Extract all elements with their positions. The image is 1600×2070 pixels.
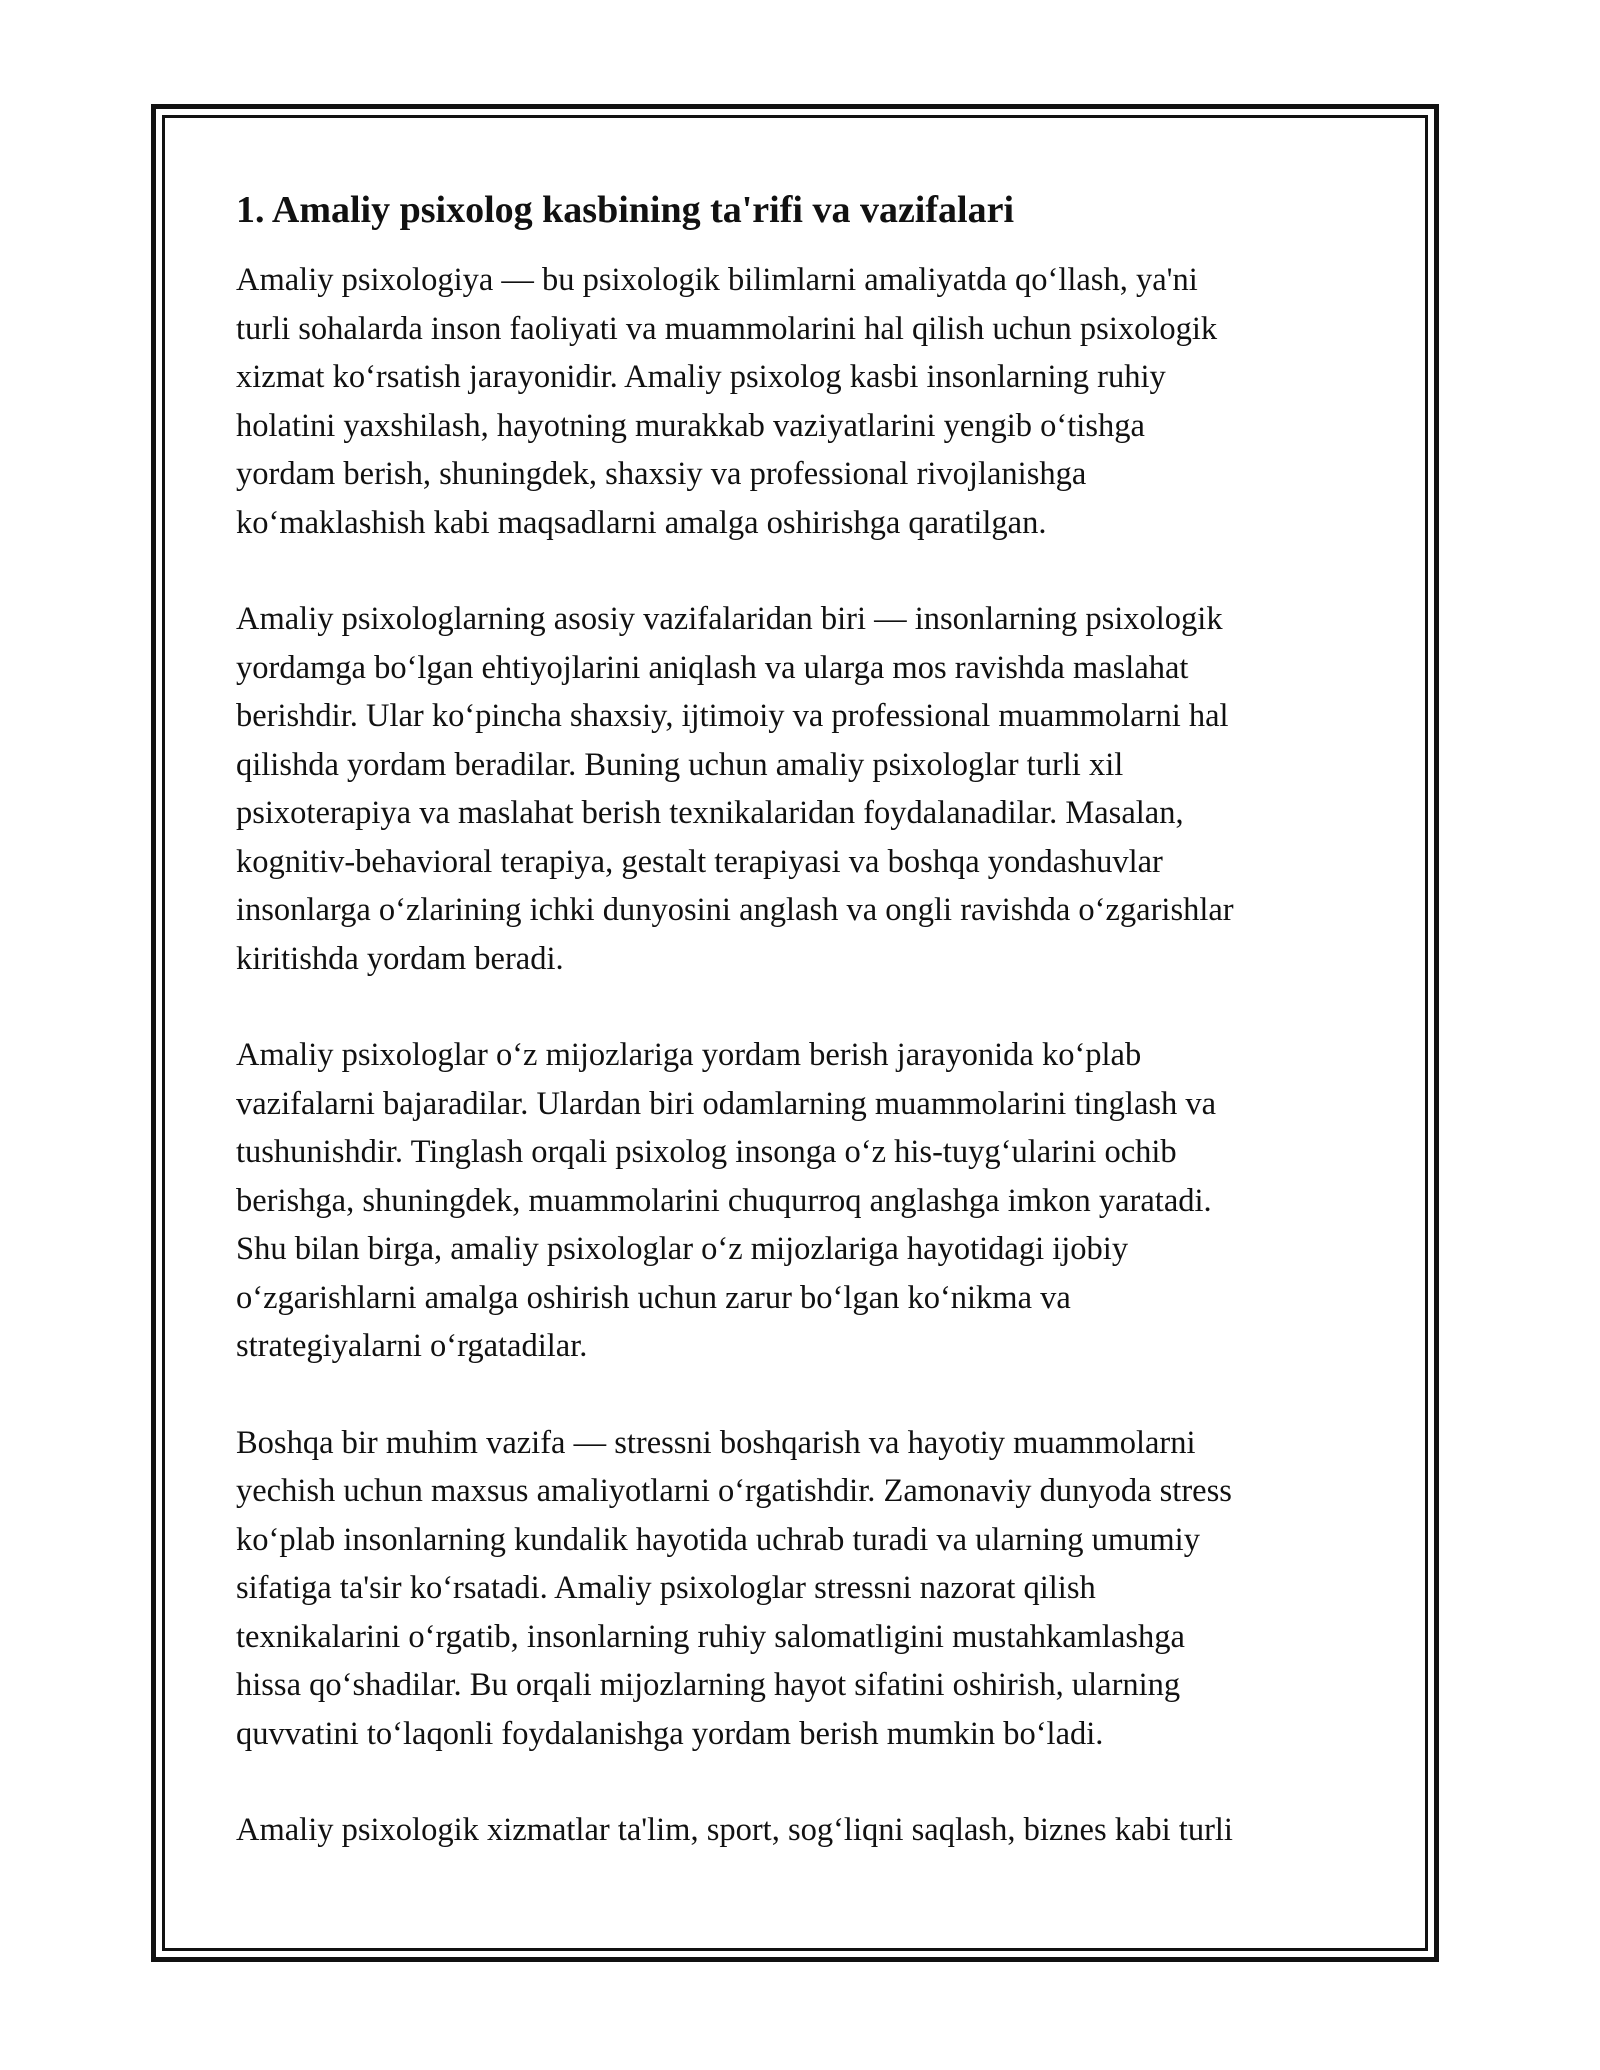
text-line: psixoterapiya va maslahat berish texnikalaridan foydalanadilar. Masalan,	[236, 795, 1184, 831]
text-line: Amaliy psixologlarning asosiy vazifalaridan biri — insonlarning psixologik	[236, 601, 1223, 637]
text-line: quvvatini to‘laqonli foydalanishga yordam berish mumkin bo‘ladi.	[236, 1715, 1104, 1752]
paragraph-3	[236, 1031, 1376, 1371]
text-line: berishga, shuningdek, muammolarini chuqurroq anglashga imkon yaratadi.	[236, 1182, 1212, 1219]
text-line: tushunishdir. Tinglash orqali psixolog insonga o‘z his-tuyg‘ularini ochib	[236, 1134, 1177, 1170]
text-line: yordamga bo‘lgan ehtiyojlarini aniqlash va ularga mos ravishda maslahat	[236, 649, 1189, 686]
text-line: yordam berish, shuningdek, shaxsiy va professional rivojlanishga	[236, 456, 1087, 492]
paragraph-1	[236, 256, 1376, 547]
paragraph-5	[236, 1806, 1376, 1855]
text-line: insonlarga o‘zlarining ichki dunyosini anglash va ongli ravishda o‘zgarishlar	[236, 892, 1234, 928]
text-line: texnikalarini o‘rgatib, insonlarning ruhiy salomatligini mustahkamlashga	[236, 1618, 1185, 1655]
paragraph-2	[236, 595, 1376, 983]
text-line: yechish uchun maxsus amaliyotlarni o‘rgatishdir. Zamonaviy dunyoda stress	[236, 1473, 1232, 1509]
text-line: o‘zgarishlarni amalga oshirish uchun zarur bo‘lgan ko‘nikma va	[236, 1279, 1071, 1316]
text-line: strategiyalarni o‘rgatadilar.	[236, 1328, 588, 1364]
text-line: Amaliy psixologlar o‘z mijozlariga yordam berish jarayonida ko‘plab	[236, 1037, 1142, 1073]
text-line: sifatiga ta'sir ko‘rsatadi. Amaliy psixologlar stressni nazorat qilish	[236, 1570, 1096, 1606]
text-line: ko‘plab insonlarning kundalik hayotida uchrab turadi va ularning umumiy	[236, 1521, 1200, 1558]
text-line: qilishda yordam beradilar. Buning uchun amaliy psixologlar turli xil	[236, 746, 1124, 783]
section-heading: 1. Amaliy psixolog kasbining ta'rifi va vazifalari	[236, 189, 1014, 231]
text-line: kognitiv-behavioral terapiya, gestalt terapiyasi va boshqa yondashuvlar	[236, 843, 1163, 880]
text-line: kiritishda yordam beradi.	[236, 940, 564, 977]
text-line: Amaliy psixologiya — bu psixologik bilimlarni amaliyatda qo‘llash, ya'ni	[236, 262, 1198, 298]
paragraph-4	[236, 1419, 1376, 1759]
text-line: ko‘maklashish kabi maqsadlarni amalga oshirishga qaratilgan.	[236, 504, 1047, 541]
document-body	[236, 186, 1376, 1903]
text-line: Amaliy psixologik xizmatlar ta'lim, sport, sog‘liqni saqlash, biznes kabi turli	[236, 1812, 1233, 1848]
text-line: xizmat ko‘rsatish jarayonidir. Amaliy psixolog kasbi insonlarning ruhiy	[236, 359, 1166, 395]
text-line: vazifalarni bajaradilar. Ulardan biri odamlarning muammolarini tinglash va	[236, 1085, 1217, 1122]
text-line: holatini yaxshilash, hayotning murakkab vaziyatlarini yengib o‘tishga	[236, 407, 1145, 444]
text-line: Shu bilan birga, amaliy psixologlar o‘z mijozlariga hayotidagi ijobiy	[236, 1231, 1129, 1267]
text-line: Boshqa bir muhim vazifa — stressni boshqarish va hayotiy muammolarni	[236, 1424, 1196, 1461]
text-line: hissa qo‘shadilar. Bu orqali mijozlarning hayot sifatini oshirish, ularning	[236, 1667, 1181, 1703]
text-line: turli sohalarda inson faoliyati va muammolarini hal qilish uchun psixologik	[236, 310, 1218, 347]
text-line: berishdir. Ular ko‘pincha shaxsiy, ijtimoiy va professional muammolarni hal	[236, 698, 1229, 734]
